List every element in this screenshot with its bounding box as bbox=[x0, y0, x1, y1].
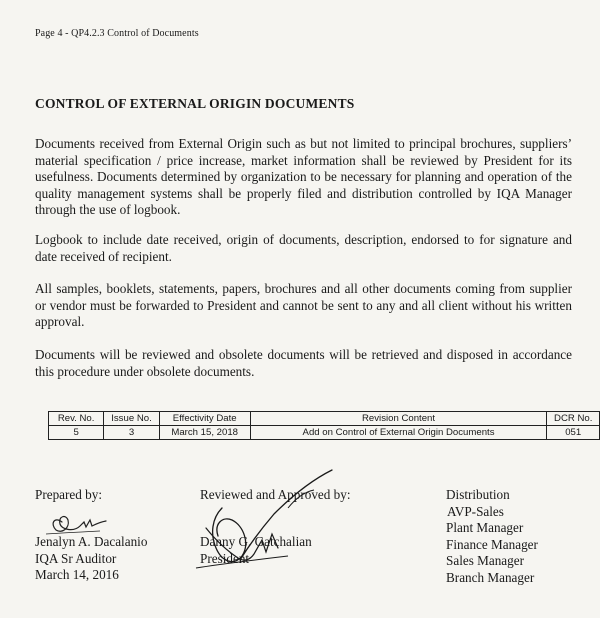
page-header: Page 4 - QP4.2.3 Control of Documents bbox=[35, 28, 199, 39]
paragraph-4: Documents will be reviewed and obsolete documents will be retrieved and disposed in accordance this procedure under obsolete documents. bbox=[35, 347, 572, 379]
column-header-effectivity-date: Effectivity Date bbox=[159, 412, 250, 426]
distribution-item: AVP-Sales bbox=[447, 503, 504, 519]
paragraph-2: Logbook to include date received, origin of documents, description, endorsed to for signature and date received of recipient. bbox=[35, 232, 572, 264]
cell-issue-no: 3 bbox=[104, 426, 159, 440]
distribution-item: Branch Manager bbox=[446, 569, 535, 585]
paragraph-1: Documents received from External Origin such as but not limited to principal brochures, suppliers’ material specification / price increase, market information shall be reviewed by President for its usefulness. Documents determined by organization to be necessary for planning and operation of the quality management systems shall be properly filed and distribution controlled by IQA Manager through the use of logbook. bbox=[35, 136, 572, 218]
prepared-by-label: Prepared by: bbox=[35, 487, 103, 502]
distribution-block bbox=[446, 487, 538, 586]
revision-table bbox=[48, 411, 600, 440]
cell-revision-content: Add on Control of External Origin Documents bbox=[250, 426, 547, 440]
column-header-revision-content: Revision Content bbox=[250, 412, 547, 426]
reviewed-by-block bbox=[200, 534, 312, 567]
prepared-date: March 14, 2016 bbox=[35, 567, 119, 582]
table-row bbox=[49, 426, 600, 440]
cell-effectivity-date: March 15, 2018 bbox=[159, 426, 250, 440]
prepared-by-block bbox=[35, 534, 147, 584]
revision-table-header-row bbox=[49, 412, 600, 426]
distribution-item: Plant Manager bbox=[446, 520, 524, 535]
column-header-issue-no: Issue No. bbox=[104, 412, 159, 426]
distribution-label: Distribution bbox=[446, 487, 510, 502]
preparer-role: IQA Sr Auditor bbox=[35, 550, 117, 566]
cell-rev-no: 5 bbox=[49, 426, 104, 440]
paragraph-3: All samples, booklets, statements, papers, brochures and all other documents coming from supplier or vendor must be forwarded to President and cannot be sent to any and all client without his written approval. bbox=[35, 281, 572, 330]
reviewer-name: Danny G. Gatchalian bbox=[200, 534, 312, 549]
column-header-dcr-no: DCR No. bbox=[547, 412, 600, 426]
distribution-item: Finance Manager bbox=[446, 536, 538, 552]
column-header-rev-no: Rev. No. bbox=[49, 412, 104, 426]
preparer-name: Jenalyn A. Dacalanio bbox=[35, 534, 148, 549]
distribution-item: Sales Manager bbox=[446, 553, 524, 568]
reviewer-role: President bbox=[200, 550, 250, 566]
cell-dcr-no: 051 bbox=[547, 426, 600, 440]
reviewed-by-label: Reviewed and Approved by: bbox=[200, 487, 351, 502]
section-title: CONTROL OF EXTERNAL ORIGIN DOCUMENTS bbox=[35, 96, 355, 111]
